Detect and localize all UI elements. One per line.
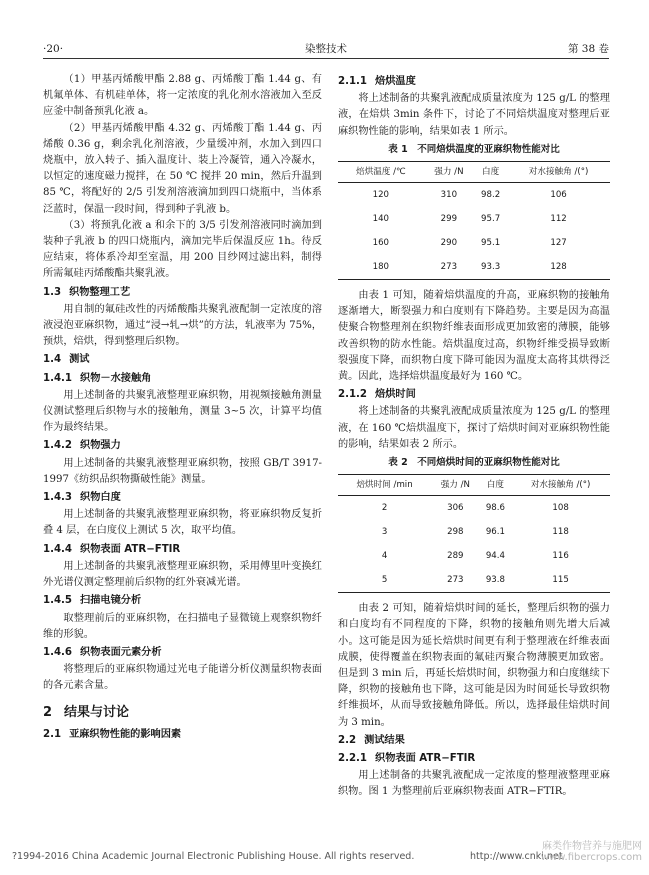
section-heading-2-1-2	[338, 387, 610, 403]
watermark	[541, 841, 642, 863]
paragraph-table2-discussion: 由表 2 可知，随着焙烘时间的延长，整理后织物的强力和白度均有不同程度的下降，织物的接触角则先增大后减小。这可能是因为延长焙烘时间更有利于整理液在纤维表面成膜，使得覆盖在织物表面的氟硅丙聚合物薄膜更加致密。但是到 3 min 后，再延长焙烘时间，织物强力和白度继续下降，织物的接触角也下降，这可能是因为时间延长导致织物纤维损坏，从而导致接触角降低。所以，选择最佳焙烘时间为 3 min。	[338, 603, 610, 728]
section-heading-2-2-1	[338, 751, 610, 767]
paragraph-whiteness: 用上述制备的共聚乳液整理亚麻织物，将亚麻织物反复折叠 4 层，在白度仪上测试 5 次，取平均值。	[43, 509, 322, 537]
table-cell: 160	[372, 238, 390, 249]
table-row	[338, 207, 610, 231]
section-heading-1-4-1	[43, 371, 322, 387]
table-cell: 180	[372, 262, 390, 273]
section-number: 1.4.6	[43, 646, 73, 658]
paragraph-table1-discussion: 由表 1 可知，随着焙烘温度的升高，亚麻织物的接触角逐渐增大，断裂强力和白度则有下降趋势。主要是因为高温使聚合物整理剂在织物纤维表面形成更加致密的薄膜，能够改善织物的防水性能。焙烘温度过高，织物纤维受损导致断裂强度下降，而织物白度下降可能因为温度太高将其烘得泛黄。因此，选择焙烘温度最好为 160 ℃。	[338, 290, 610, 383]
table-cell: 3	[381, 527, 388, 538]
table-header-cell: 焙烘温度 /℃	[338, 162, 424, 183]
paragraph-atr-ftir: 用上述制备的共聚乳液整理亚麻织物，采用傅里叶变换红外光谱仪测定整理前后织物的红外衰减光谱。	[43, 560, 322, 589]
table-cell: 289	[447, 551, 464, 562]
section-heading-2-1-1	[338, 74, 610, 90]
journal-name: 染整技术	[305, 43, 347, 55]
table-header-cell: 白度	[474, 162, 507, 183]
table2-caption: 表 2 不同焙烘时间的亚麻织物性能对比	[388, 457, 560, 469]
section-number: 2.1.1	[338, 76, 368, 87]
volume-label: 第 38 卷	[567, 43, 609, 55]
section-title: 测试结果	[364, 734, 405, 746]
page-header	[43, 40, 609, 59]
paragraph-xps: 将整理后的亚麻织物通过光电子能谱分析仪测量织物表面的各元素含量。	[43, 664, 322, 692]
table-row	[338, 496, 610, 521]
table-cell: 290	[440, 238, 458, 249]
table-cell: 93.3	[481, 262, 501, 273]
table-header-cell: 对水接触角 /(°)	[507, 162, 610, 183]
table1	[338, 161, 610, 280]
table-row	[338, 255, 610, 280]
paragraph-step3: （3）将预乳化液 a 和余下的 3/5 引发剂溶液同时滴加到装种子乳液 b 的四口烧瓶内，滴加完毕后保温反应 1h。待反应结束，将体系冷却至室温，用 200 目纱网过滤出料，制得所需氟硅丙烯酸酯共聚乳液。	[43, 219, 322, 280]
section-title: 焙烘温度	[375, 76, 416, 87]
section-number: 2.2.1	[338, 753, 368, 765]
section-title: 织物表面元素分析	[80, 646, 162, 658]
table-cell: 108	[552, 503, 569, 514]
table-header-cell: 白度	[480, 475, 512, 496]
section-heading-1-3	[43, 285, 322, 301]
section-number: 2.2	[338, 734, 357, 746]
section-title: 扫描电镜分析	[80, 595, 142, 607]
section-heading-1-4	[43, 352, 322, 368]
table-cell: 310	[440, 190, 458, 201]
section-heading-1-4-4	[43, 542, 322, 558]
table-cell: 298	[447, 527, 464, 538]
table-cell: 112	[550, 214, 567, 225]
section-number: 2.1.2	[338, 389, 368, 401]
paragraph-baking-temperature: 将上述制备的共聚乳液配成质量浓度为 125 g/L 的整理液，在焙烘 3min 条件下，讨论了不同焙烘温度对整理后亚麻织物性能的影响，结果如表 1 所示。	[338, 93, 610, 137]
section-title: 亚麻织物性能的影响因素	[69, 728, 182, 740]
section-title: 织物白度	[80, 492, 121, 504]
section-title: 结果与讨论	[64, 704, 130, 720]
table-cell: 273	[440, 262, 458, 273]
table-header-cell: 对水接触角 /(°)	[511, 475, 610, 496]
section-number: 1.4.5	[43, 595, 73, 607]
table-row	[338, 568, 610, 593]
section-heading-1-4-3	[43, 490, 322, 506]
paragraph-atr-ftir-results: 用上述制备的共聚乳液配成一定浓度的整理液整理亚麻织物。图 1 为整理前后亚麻织物表面 ATR−FTIR。	[338, 770, 610, 798]
table-header-cell: 焙烘时间 /min	[338, 475, 431, 496]
paragraph-contact-angle: 用上述制备的共聚乳液整理亚麻织物，用视频接触角测量仪测试整理后织物与水的接触角，测量 3~5 次，计算平均值作为最终结果。	[43, 389, 322, 434]
cnki-link[interactable]: http://www.cnki.net	[470, 851, 563, 862]
table-cell: 140	[372, 214, 390, 225]
table2	[338, 474, 610, 593]
left-column	[43, 72, 322, 744]
table-cell: 95.1	[481, 238, 501, 249]
table-cell: 96.1	[485, 527, 505, 538]
section-number: 1.4.3	[43, 492, 73, 504]
table-cell: 116	[552, 551, 569, 562]
section-number: 1.4.1	[43, 372, 73, 384]
table-cell: 106	[550, 190, 567, 201]
section-number: 2	[43, 704, 53, 720]
table-cell: 115	[552, 575, 569, 586]
paragraph-step2: （2）甲基丙烯酸甲酯 4.32 g、丙烯酸丁酯 1.44 g、丙烯酸 0.36 g，剩余乳化剂溶液，少量缓冲剂，水加入到四口烧瓶中，放入转子、插入温度计、装上冷凝管，通入冷凝水，以恒定的速度磁力搅拌，在 50 ℃ 搅拌 20 min，然后升温到 85 ℃，将配好的 2/5 引发剂溶液滴加到四口烧瓶中，当体系泛蓝时，保温一段时间，得到种子乳液 b。	[43, 122, 322, 215]
table-cell: 128	[550, 262, 567, 273]
section-heading-2	[43, 705, 322, 721]
table-cell: 299	[440, 214, 458, 225]
section-title: 测试	[69, 354, 90, 366]
section-heading-1-4-2	[43, 438, 322, 454]
table-cell: 98.6	[485, 503, 505, 514]
section-title: 焙烘时间	[375, 389, 416, 401]
section-title: 织物表面 ATR−FTIR	[375, 753, 476, 765]
table-row	[338, 520, 610, 544]
paragraph-sem: 取整理前后的亚麻织物，在扫描电子显微镜上观察织物纤维的形貌。	[43, 612, 322, 640]
table-cell: 98.2	[481, 190, 501, 201]
table-header-cell: 强力 /N	[431, 475, 479, 496]
table-header-row	[338, 475, 610, 496]
section-number: 1.4	[43, 354, 62, 366]
section-number: 1.4.2	[43, 440, 73, 452]
watermark-url: www.fibercrops.com	[540, 852, 642, 863]
table-cell: 120	[372, 190, 390, 201]
table-cell: 93.8	[485, 575, 505, 586]
right-column	[338, 72, 610, 801]
page-footer	[12, 841, 642, 865]
table-header-row	[338, 162, 610, 183]
watermark-text: 麻类作物营养与施肥网	[542, 841, 642, 852]
table-cell: 95.7	[481, 214, 501, 225]
section-heading-2-1	[43, 727, 322, 743]
paragraph-baking-time: 将上述制备的共聚乳液配成质量浓度为 125 g/L 的整理液，在 160 ℃焙烘温度下，探讨了焙烘时间对亚麻织物性能的影响，结果如表 2 所示。	[338, 406, 610, 450]
paragraph-finishing-process: 用自制的氟硅改性的丙烯酸酯共聚乳液配制一定浓度的溶液浸泡亚麻织物，通过“浸→轧→烘”的方法，轧液率为 75%，预烘，焙烘，得到整理后织物。	[43, 303, 322, 348]
table-cell: 306	[447, 503, 464, 514]
section-heading-1-4-5	[43, 593, 322, 609]
table-cell: 118	[552, 527, 569, 538]
table-cell: 2	[381, 503, 388, 514]
table-row	[338, 231, 610, 255]
table1-caption: 表 1 不同焙烘温度的亚麻织物性能对比	[388, 143, 560, 155]
table-cell: 5	[381, 575, 388, 586]
section-number: 1.4.4	[43, 543, 73, 555]
section-number: 1.3	[43, 286, 62, 298]
table-cell: 4	[381, 551, 388, 562]
table-header-cell: 强力 /N	[424, 162, 474, 183]
section-heading-2-2	[338, 733, 610, 749]
paragraph-step1: （1）甲基丙烯酸甲酯 2.88 g、丙烯酸丁酯 1.44 g、有机氟单体、有机硅单体，将一定浓度的乳化剂水溶液加入至反应釜中制备预乳化液 a。	[43, 74, 322, 118]
section-heading-1-4-6	[43, 645, 322, 661]
section-title: 织物表面 ATR−FTIR	[80, 543, 181, 555]
page-number: ·20·	[43, 43, 64, 55]
table-row	[338, 183, 610, 208]
table-cell: 127	[550, 238, 567, 249]
table-row	[338, 544, 610, 568]
table-cell: 273	[447, 575, 464, 586]
paragraph-strength: 用上述制备的共聚乳液整理亚麻织物，按照 GB/T 3917-1997《纺织品织物撕破性能》测量。	[43, 457, 322, 485]
section-title: 织物－水接触角	[80, 372, 152, 384]
section-title: 织物整理工艺	[69, 286, 131, 298]
table-cell: 94.4	[485, 551, 505, 562]
section-title: 织物强力	[80, 440, 121, 452]
section-number: 2.1	[43, 728, 62, 740]
copyright-notice: ?1994-2016 China Academic Journal Electronic Publishing House. All rights reserved.	[12, 851, 415, 862]
